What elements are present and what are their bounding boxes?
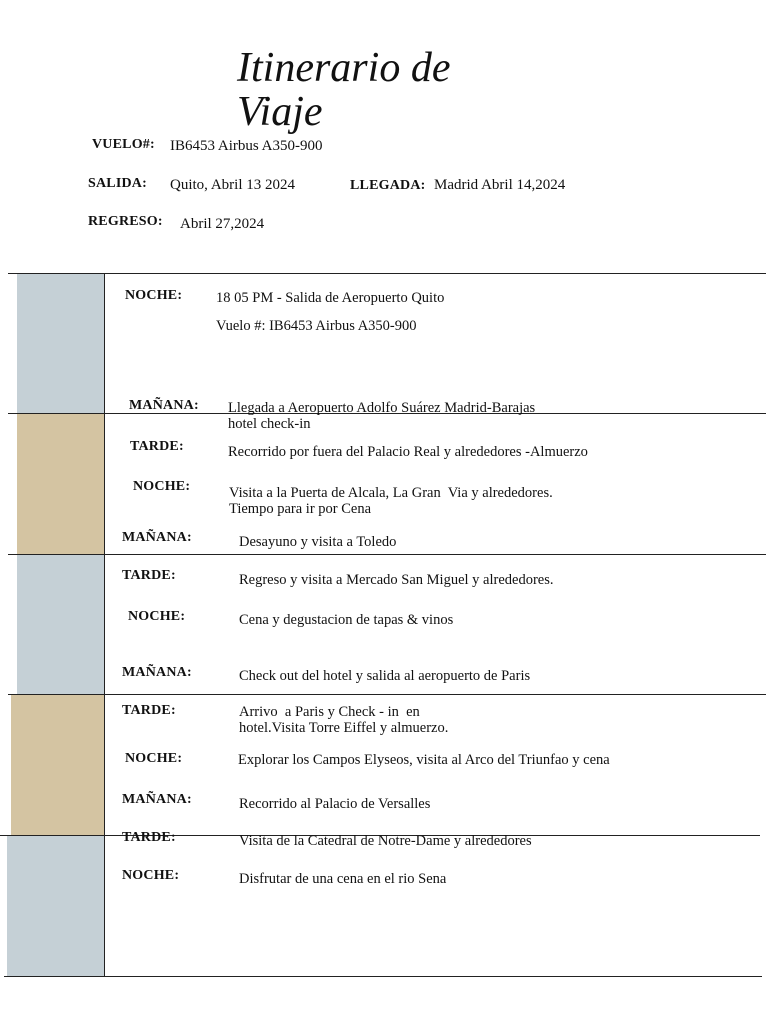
- period-label: NOCHE:: [122, 868, 180, 883]
- day-band-4: [11, 695, 104, 836]
- salida-label: SALIDA:: [88, 176, 147, 191]
- activity-text: Disfrutar de una cena en el rio Sena: [239, 871, 447, 887]
- llegada-label: LLEGADA:: [350, 178, 426, 193]
- activity-text: Vuelo #: IB6453 Airbus A350-900: [216, 318, 417, 334]
- activity-text: Recorrido por fuera del Palacio Real y alrededores -Almuerzo: [228, 444, 588, 460]
- period-label: TARDE:: [122, 830, 176, 845]
- activity-text: Regreso y visita a Mercado San Miguel y alrededores.: [239, 572, 554, 588]
- day-band-3: [17, 555, 104, 695]
- llegada-value: Madrid Abril 14,2024: [434, 177, 566, 193]
- activity-text: Check out del hotel y salida al aeropuerto de Paris: [239, 668, 531, 684]
- activity-text: 18 05 PM - Salida de Aeropuerto Quito: [216, 290, 445, 306]
- vuelo-value: IB6453 Airbus A350-900: [170, 138, 323, 154]
- period-label: NOCHE:: [128, 609, 186, 624]
- period-label: NOCHE:: [133, 479, 191, 494]
- activity-text: Arrivo a Paris y Check - in en hotel.Visita Torre Eiffel y almuerzo.: [239, 704, 449, 736]
- page-title: Itinerario de Viaje: [237, 45, 451, 135]
- activity-text: Desayuno y visita a Toledo: [239, 534, 397, 550]
- vuelo-label: VUELO#:: [92, 137, 155, 152]
- period-label: MAÑANA:: [122, 665, 192, 680]
- period-label: NOCHE:: [125, 288, 183, 303]
- period-label: TARDE:: [122, 703, 176, 718]
- period-label: TARDE:: [130, 439, 184, 454]
- row-divider: [8, 273, 766, 274]
- activity-text: Visita a la Puerta de Alcala, La Gran Via y alrededores. Tiempo para ir por Cena: [229, 485, 553, 517]
- row-divider: [8, 554, 766, 555]
- activity-text: Llegada a Aeropuerto Adolfo Suárez Madrid-Barajas hotel check-in: [228, 400, 536, 432]
- day-band-5: [7, 836, 104, 976]
- period-label: MAÑANA:: [129, 398, 199, 413]
- day-band-1: [17, 274, 104, 414]
- row-divider: [4, 976, 762, 977]
- period-label: MAÑANA:: [122, 792, 192, 807]
- activity-text: Recorrido al Palacio de Versalles: [239, 796, 431, 812]
- period-label: MAÑANA:: [122, 530, 192, 545]
- row-divider: [8, 694, 766, 695]
- salida-value: Quito, Abril 13 2024: [170, 177, 296, 193]
- activity-text: Visita de la Catedral de Notre-Dame y alrededores: [239, 833, 532, 849]
- activity-text: Cena y degustacion de tapas & vinos: [239, 612, 454, 628]
- period-label: NOCHE:: [125, 751, 183, 766]
- day-band-2: [17, 414, 104, 555]
- column-divider: [104, 273, 105, 977]
- period-label: TARDE:: [122, 568, 176, 583]
- activity-text: Explorar los Campos Elyseos, visita al Arco del Triunfao y cena: [238, 752, 610, 768]
- regreso-value: Abril 27,2024: [180, 216, 265, 232]
- regreso-label: REGRESO:: [88, 214, 163, 229]
